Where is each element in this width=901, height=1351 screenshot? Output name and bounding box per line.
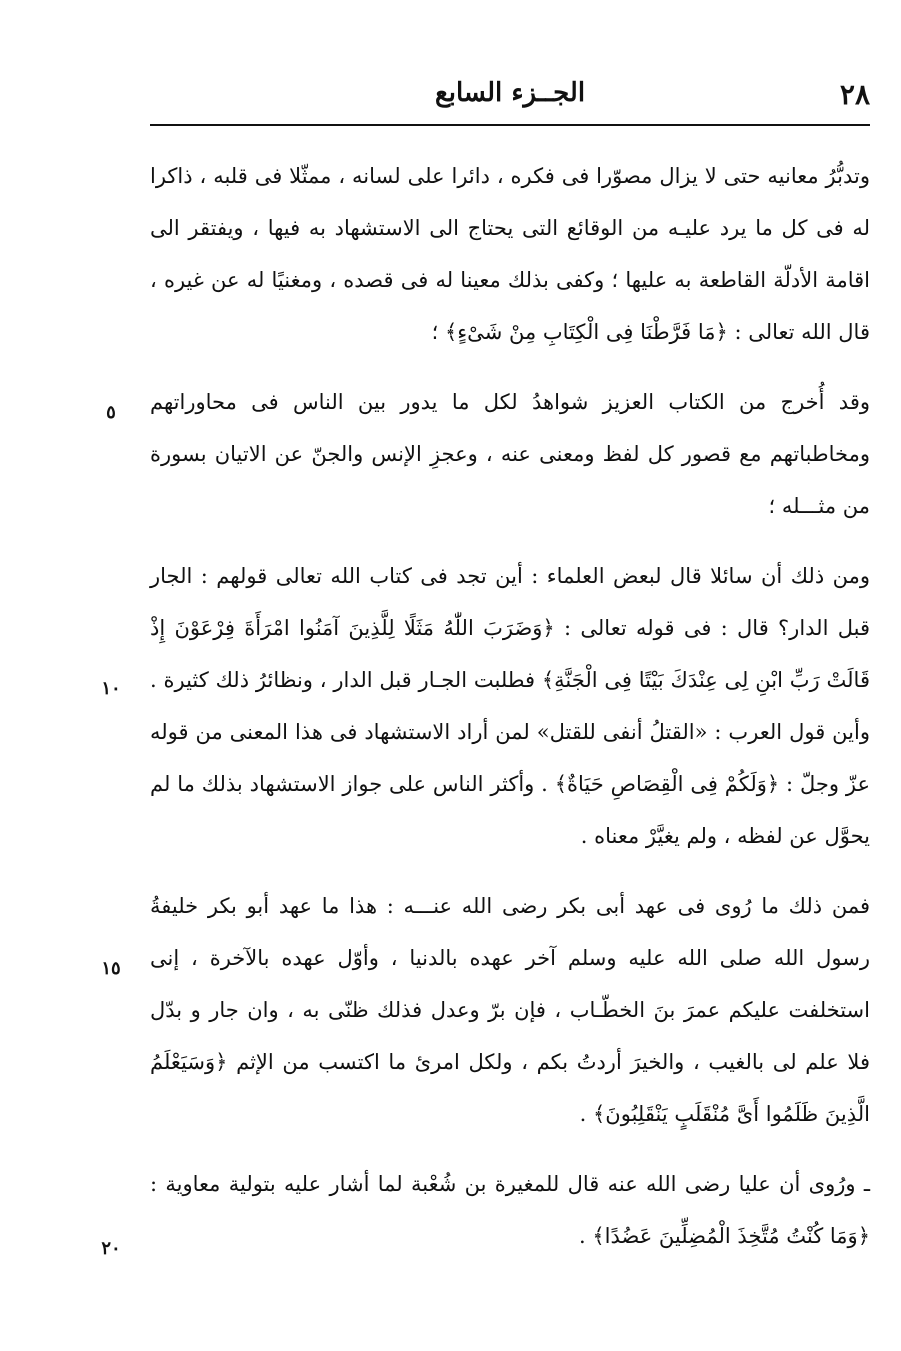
running-head: الجــزء السابع (434, 78, 586, 108)
page-header (150, 78, 870, 118)
line-number-marker: ٢٠ (101, 1238, 121, 1259)
body-text (150, 150, 870, 1280)
paragraph-4: فمن ذلك ما رُوى فى عهد أبى بكر رضى الله عنـــه : هذا ما عهد أبو بكر خليفةُ رسول الله صلى الله عليه وسلم آخر عهده بالدنيا ، وأوّل عهده بالآخرة ، إنى استخلفت عليكم عمرَ بنَ الخطّـاب ، فإن برّ وعدل فذلك ظنّى به ، وان جار و بدّل فلا علم لى بالغيب ، والخيرَ أردتُ بكم ، ولكل امرئ ما اكتسب من الإثم ﴿وَسَيَعْلَمُ الَّذِينَ ظَلَمُوا أَىَّ مُنْقَلَبٍ يَنْقَلِبُونَ﴾ . (150, 894, 870, 1126)
header-rule (150, 124, 870, 126)
line-number-marker: ٥ (106, 402, 116, 423)
paragraph-1: وتدبُّرُ معانيه حتى لا يزال مصوّرا فى فكره ، دائرا على لسانه ، ممثّلا فى قلبه ، ذاكرا له فى كل ما يرد عليـه من الوقائع التى يحتاج الى الاستشهاد به فيها ، ويفتقر الى اقامة الأدلّة القاطعة به عليها ؛ وكفى بذلك معينا له فى قصده ، ومغنيًا له عن غيره ، قال الله تعالى : ﴿مَا فَرَّطْنَا فِى الْكِتَابِ مِنْ شَىْءٍ﴾ ؛ (150, 164, 870, 344)
paragraph-3: ومن ذلك أن سائلا قال لبعض العلماء : أين تجد فى كتاب الله تعالى قولهم : الجار قبل الدار؟ قال : فى قوله تعالى : ﴿وَضَرَبَ اللّٰهُ مَثَلًا لِلَّذِينَ آمَنُوا امْرَأَةَ فِرْعَوْنَ إِذْ قَالَتْ رَبِّ ابْنِ لِى عِنْدَكَ بَيْتًا فِى الْجَنَّةِ﴾ فطلبت الجـار قبل الدار ، ونظائرُ ذلك كثيرة . وأين قول العرب : «القتلُ أنفى للقتل» لمن أراد الاستشهاد فى هذا المعنى من قوله عزّ وجلّ : ﴿وَلَكُمْ فِى الْقِصَاصِ حَيَاةٌ﴾ . وأكثر الناس على جواز الاستشهاد بذلك ما لم يحوَّل عن لفظه ، ولم يغيَّرْ معناه . (150, 564, 870, 848)
line-number-marker: ١٥ (101, 958, 121, 979)
paragraph-2: وقد أُخرج من الكتاب العزيز شواهدُ لكل ما يدور بين الناس فى محاوراتهم ومخاطباتهم مع قصور كل لفظ ومعنى عنه ، وعجزِ الإنس والجنّ عن الاتيان بسورة من مثـــله ؛ (150, 390, 870, 518)
page-number: ٢٨ (839, 78, 870, 111)
paragraph-5: ـ ورُوى أن عليا رضى الله عنه قال للمغيرة بن شُعْبة لما أشار عليه بتولية معاوية : ﴿وَمَا كُنْتُ مُتَّخِذَ الْمُضِلِّينَ عَضُدًا﴾ . (150, 1172, 870, 1248)
line-number-marker: ١٠ (101, 678, 121, 699)
